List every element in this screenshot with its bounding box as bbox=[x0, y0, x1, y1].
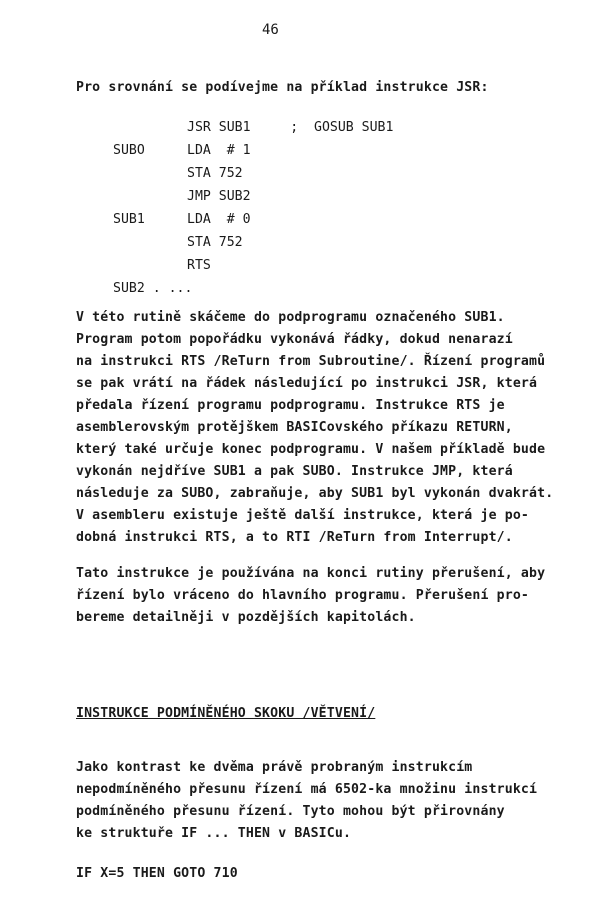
text-line: ke struktuře IF ... THEN v BASICu. bbox=[76, 826, 352, 841]
code-label: SUB1 bbox=[113, 212, 145, 227]
text-line: Program potom popořádku vykonává řádky, dokud nenarazí bbox=[76, 332, 513, 347]
code-op: LDA # 1 bbox=[187, 143, 251, 158]
text-line: následuje za SUBO, zabraňuje, aby SUB1 byl vykonán dvakrát. bbox=[76, 486, 554, 501]
text-line: předala řízení programu podprogramu. Instrukce RTS je bbox=[76, 398, 505, 413]
text-line: nepodmíněného přesunu řízení má 6502-ka množinu instrukcí bbox=[76, 782, 538, 797]
code-op: RTS bbox=[187, 258, 211, 273]
text-line: se pak vrátí na řádek následující po instrukci JSR, která bbox=[76, 376, 538, 391]
code-op: JSR SUB1 ; GOSUB SUB1 bbox=[187, 120, 394, 135]
text-line: V této rutině skáčeme do podprogramu označeného SUB1. bbox=[76, 310, 505, 325]
text-line: vykonán nejdříve SUB1 a pak SUBO. Instrukce JMP, která bbox=[76, 464, 513, 479]
code-op: JMP SUB2 bbox=[187, 189, 251, 204]
text-line: který také určuje konec podprogramu. V našem příkladě bude bbox=[76, 442, 546, 457]
section-heading: INSTRUKCE PODMÍNĚNÉHO SKOKU /VĚTVENÍ/ bbox=[76, 706, 376, 721]
text-line: V asembleru existuje ještě další instrukce, která je po- bbox=[76, 508, 530, 523]
code-label: SUBO bbox=[113, 143, 145, 158]
code-op: STA 752 bbox=[187, 166, 243, 181]
code-example: IF X=5 THEN GOTO 710 bbox=[76, 866, 238, 881]
intro-line: Pro srovnání se podívejme na příklad instrukce JSR: bbox=[76, 80, 489, 95]
code-label: SUB2 . ... bbox=[113, 281, 193, 296]
text-line: podmíněného přesunu řízení. Tyto mohou být přirovnány bbox=[76, 804, 505, 819]
code-op: LDA # 0 bbox=[187, 212, 251, 227]
text-line: Jako kontrast ke dvěma právě probraným instrukcím bbox=[76, 760, 473, 775]
text-line: na instrukci RTS /ReTurn from Subroutine/. Řízení programů bbox=[76, 354, 546, 369]
text-line: bereme detailněji v pozdějších kapitolách. bbox=[76, 610, 416, 625]
code-op: STA 752 bbox=[187, 235, 243, 250]
page-number: 46 bbox=[262, 22, 279, 38]
text-line: dobná instrukci RTS, a to RTI /ReTurn from Interrupt/. bbox=[76, 530, 513, 545]
text-line: asemblerovským protějškem BASICovského příkazu RETURN, bbox=[76, 420, 513, 435]
text-line: Tato instrukce je používána na konci rutiny přerušení, aby bbox=[76, 566, 546, 581]
text-line: řízení bylo vráceno do hlavního programu. Přerušení pro- bbox=[76, 588, 530, 603]
